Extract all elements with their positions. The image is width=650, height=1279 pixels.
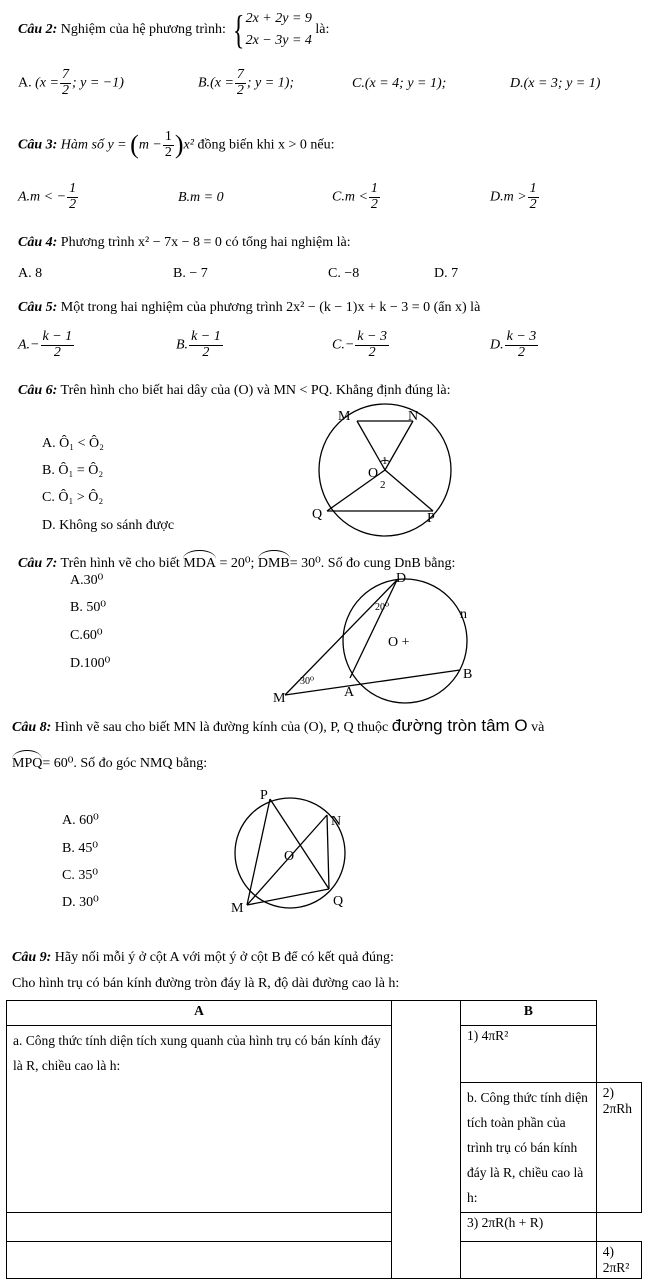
question-9 bbox=[12, 950, 394, 966]
label-d: D bbox=[396, 571, 407, 586]
question-text-pre: Hàm số y = bbox=[60, 137, 127, 153]
question-text-end: = 30⁰. Số đo cung DnB bằng: bbox=[289, 556, 456, 571]
arc-mda: MDA bbox=[183, 552, 216, 572]
q3-option-a[interactable]: A.m < − $\frac{1}{2}$ bbox=[18, 181, 77, 212]
a-row-empty-1 bbox=[7, 1213, 392, 1242]
line-da bbox=[350, 580, 397, 678]
column-header-a: A bbox=[7, 1001, 392, 1026]
label-n: N bbox=[408, 409, 419, 424]
label-a: A bbox=[344, 685, 355, 700]
label-o: O bbox=[368, 466, 379, 481]
question-label: Câu 7: bbox=[18, 556, 58, 571]
question-text: Trên hình vẽ cho biết bbox=[60, 556, 180, 571]
option-letter: A.− bbox=[18, 337, 40, 353]
q2-option-c[interactable]: C.(x = 4; y = 1); bbox=[352, 76, 447, 91]
q3-option-b[interactable]: B.m = 0 bbox=[178, 190, 224, 205]
question-8-line2 bbox=[12, 752, 207, 772]
question-text: Nghiệm của hệ phương trình: bbox=[60, 22, 226, 38]
q8-circle-figure bbox=[225, 785, 365, 920]
label-m: M bbox=[231, 901, 244, 916]
label-n: N bbox=[331, 814, 342, 829]
question-text-mid: = 20⁰; bbox=[219, 556, 255, 571]
label-p: P bbox=[260, 788, 268, 803]
q3-option-d[interactable]: D.m > $\frac{1}{2}$ bbox=[490, 181, 537, 212]
b-row-4: 4) 2πR² bbox=[596, 1242, 641, 1279]
question-6 bbox=[18, 383, 451, 399]
a-row-empty-2 bbox=[7, 1242, 392, 1279]
question-text-2: = 60⁰. Số đo góc NMQ bằng: bbox=[42, 756, 208, 771]
question-label: Câu 5: bbox=[18, 300, 58, 315]
answer-column[interactable] bbox=[392, 1001, 461, 1279]
q3-option-c[interactable]: C.m < $\frac{1}{2}$ bbox=[332, 181, 378, 212]
question-tail: là: bbox=[315, 22, 330, 38]
q7-option-d[interactable]: D.100⁰ bbox=[70, 656, 111, 671]
q8-option-c[interactable]: C. 35⁰ bbox=[62, 868, 98, 883]
question-text-end: và bbox=[531, 720, 545, 735]
label-1: 1 bbox=[382, 455, 388, 467]
q8-option-a[interactable]: A. 60⁰ bbox=[62, 813, 99, 828]
q6-option-b[interactable]: B. Ô₁ = Ô₂ bbox=[42, 463, 104, 478]
angle-20: 20⁰ bbox=[375, 602, 390, 613]
equation-2: 2x − 3y = 4 bbox=[245, 33, 312, 48]
system-brace: { bbox=[233, 7, 245, 52]
question-label: Câu 3: bbox=[18, 137, 58, 153]
question-label: Câu 2: bbox=[18, 22, 58, 38]
q4-option-d[interactable]: D. 7 bbox=[434, 266, 459, 281]
option-text: C.m < bbox=[332, 189, 368, 205]
label-m: M bbox=[273, 691, 286, 706]
label-2: 2 bbox=[380, 479, 386, 491]
question-label: Câu 4: bbox=[18, 235, 58, 250]
q7-option-a[interactable]: A.30⁰ bbox=[70, 573, 104, 588]
question-text-large: đường tròn tâm O bbox=[391, 716, 528, 735]
arc-dmb: DMB bbox=[258, 552, 290, 572]
q4-option-a[interactable]: A. 8 bbox=[18, 266, 43, 281]
question-text: Hãy nối mỗi ý ở cột A với một ý ở cột B để có kết quả đúng: bbox=[54, 950, 394, 965]
option-text: A.m < − bbox=[18, 189, 67, 205]
q4-option-c[interactable]: C. −8 bbox=[328, 266, 360, 281]
label-m: M bbox=[338, 409, 351, 424]
q2-option-b[interactable]: B.(x = $\frac{7}{2}$ ; y = 1); bbox=[198, 67, 295, 98]
q5-option-b[interactable]: B. $\frac{k - 1}{2}$ bbox=[176, 329, 221, 360]
option-letter: B. bbox=[176, 337, 189, 353]
arc-mpq: MPQ bbox=[12, 752, 42, 772]
equation-1: 2x + 2y = 9 bbox=[245, 11, 312, 26]
matching-table bbox=[6, 1000, 642, 1279]
q6-option-c[interactable]: C. Ô₁ > Ô₂ bbox=[42, 490, 104, 505]
q5-option-c[interactable]: C.− $\frac{k - 3}{2}$ bbox=[332, 329, 387, 360]
b-row-3: 3) 2πR(h + R) bbox=[461, 1213, 597, 1242]
label-p: P bbox=[427, 511, 435, 526]
question-text: Phương trình x² − 7x − 8 = 0 có tổng hai nghiệm là: bbox=[60, 235, 351, 250]
question-label: Câu 6: bbox=[18, 383, 58, 398]
option-text: D.m > bbox=[490, 189, 527, 205]
question-text: Trên hình cho biết hai dây của (O) và MN < PQ. Khẳng định đúng là: bbox=[60, 383, 451, 398]
label-n: n bbox=[460, 607, 467, 622]
question-9-intro: Cho hình trụ có bán kính đường tròn đáy là R, độ dài đường cao là h: bbox=[12, 976, 400, 991]
question-5 bbox=[18, 300, 480, 316]
b-row-1: 1) 4πR² bbox=[461, 1026, 597, 1083]
option-letter: B. bbox=[198, 75, 211, 91]
q8-option-b[interactable]: B. 45⁰ bbox=[62, 841, 98, 856]
q7-option-b[interactable]: B. 50⁰ bbox=[70, 600, 106, 615]
label-q: Q bbox=[312, 507, 323, 522]
label-o: O bbox=[284, 849, 295, 864]
q2-option-d[interactable]: D.(x = 3; y = 1) bbox=[510, 76, 601, 91]
q7-option-c[interactable]: C.60⁰ bbox=[70, 628, 103, 643]
equation-system bbox=[246, 8, 312, 52]
question-2 bbox=[18, 8, 329, 52]
label-q: Q bbox=[333, 894, 344, 909]
option-letter: C.− bbox=[332, 337, 355, 353]
option-letter: D. bbox=[490, 337, 504, 353]
q8-option-d[interactable]: D. 30⁰ bbox=[62, 895, 99, 910]
q6-option-a[interactable]: A. Ô₁ < Ô₂ bbox=[42, 436, 104, 451]
label-b: B bbox=[463, 667, 473, 682]
q5-option-a[interactable]: A.− $\frac{k - 1}{2}$ bbox=[18, 329, 73, 360]
q4-option-b[interactable]: B. − 7 bbox=[173, 266, 208, 281]
a-row-1: a. Công thức tính diện tích xung quanh của hình trụ có bán kính đáy là R, chiều cao là h: bbox=[7, 1026, 392, 1213]
label-o: O + bbox=[388, 635, 410, 650]
question-4 bbox=[18, 235, 351, 251]
q5-option-d[interactable]: D. $\frac{k - 3}{2}$ bbox=[490, 329, 537, 360]
q7-circle-figure bbox=[268, 568, 508, 708]
q6-option-d[interactable]: D. Không so sánh được bbox=[42, 518, 175, 533]
option-letter: A. bbox=[18, 75, 32, 91]
question-text: Một trong hai nghiệm của phương trình 2x² − (k − 1)x + k − 3 = 0 (ẩn x) là bbox=[60, 300, 481, 315]
b-row-2: 2) 2πRh bbox=[596, 1083, 641, 1213]
question-text: Hình vẽ sau cho biết MN là đường kính của (O), P, Q thuộc bbox=[54, 720, 389, 735]
question-label: Câu 9: bbox=[12, 950, 52, 965]
column-header-b: B bbox=[461, 1001, 597, 1026]
question-text-post: đồng biến khi x > 0 nếu: bbox=[197, 137, 335, 153]
q6-circle-figure bbox=[310, 400, 470, 540]
question-label: Câu 8: bbox=[12, 720, 52, 735]
q2-option-a[interactable]: A. (x = $\frac{7}{2}$ ; y = −1) bbox=[18, 67, 124, 98]
question-8 bbox=[12, 716, 544, 736]
angle-30: 30⁰ bbox=[300, 676, 315, 687]
a-row-2: b. Công thức tính diện tích toàn phần của trình trụ có bán kính đáy là R, chiều cao là h: bbox=[461, 1083, 597, 1213]
question-3: Câu 3: Hàm số y = (m − $\frac{1}{2}$ )x² đồng biến khi x > 0 nếu: bbox=[18, 129, 335, 160]
